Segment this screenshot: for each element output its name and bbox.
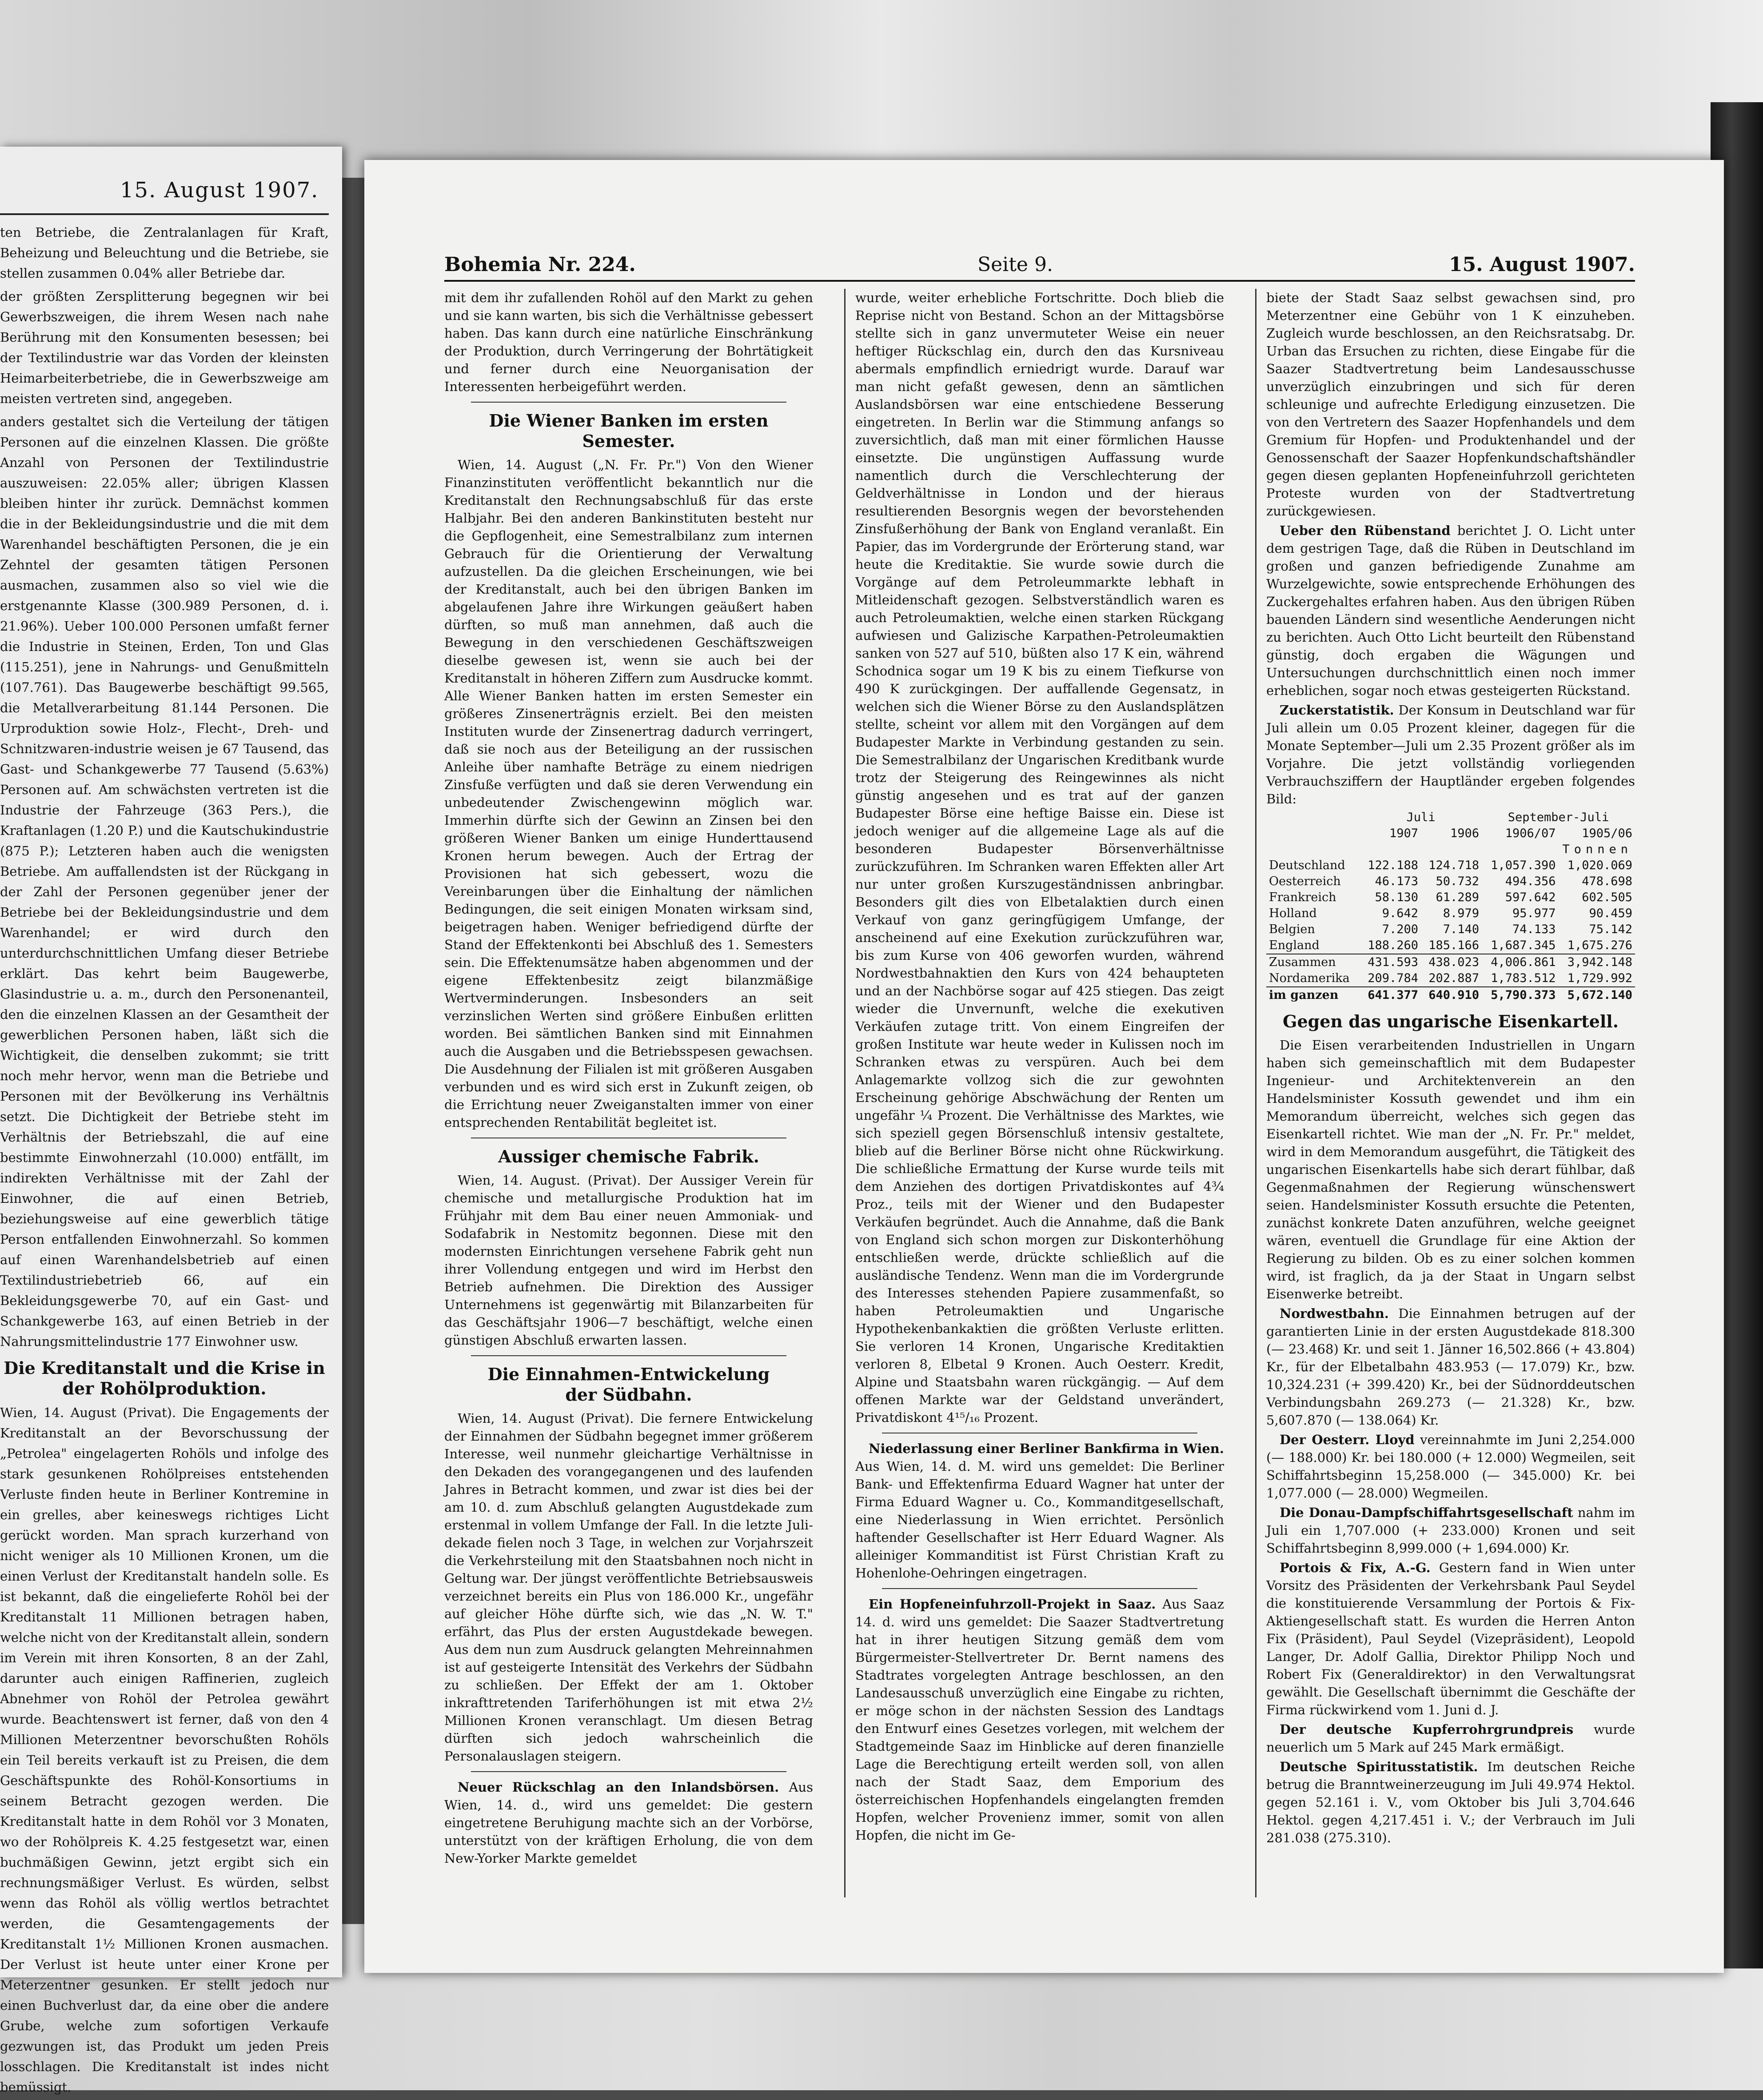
- article-lead: Zuckerstatistik.: [1280, 703, 1394, 718]
- column-separator: [1255, 289, 1256, 1897]
- article-lead: Die Donau-Dampfschiffahrtsgesellschaft: [1280, 1505, 1573, 1520]
- table-cell-country: England: [1269, 938, 1320, 952]
- article-text: Die Eisen verarbeitenden Industriellen in Ungarn haben sich gemeinschaftlich mit dem Budapester Ingenieur- und Architektenverein an den Handelsminister Kossuth gewendet und ihm ein Memorandum überreicht, welches sich gegen das Eisenkartell richtet. Wie man der „N. Fr. Pr." meldet, wird in dem Memorandum ausgeführt, die Tätigkeit des ungarischen Eisenkartells habe sich derart fühlbar, daß Gegenmaßnahmen der Regierung wünschenswert seien. Handelsminister Kossuth ersuchte die Petenten, zunächst konkrete Daten anzuführen, welche geeignet wären, eventuell die Grundlage für eine Aktion der Regierung zu bilden. Ob es zu einer solchen kommen wird, ist fraglich, da ja der Staat in Ungarn selbst Eisenwerke betreibt.: [1266, 1038, 1635, 1302]
- article-hopfen: [855, 1595, 1224, 1844]
- article-heading-wiener-banken: [444, 411, 813, 451]
- table-header-empty: [1266, 826, 1360, 842]
- table-group-header: Juli: [1406, 810, 1436, 824]
- article-text: Wien, 14. August. (Privat). Der Aussiger Verein für chemische und metallurgische Produktion hat im Frühjahr mit dem Bau einer neuen Ammoniak- und Sodafabrik in Nestomitz begonnen. Diese mit den modernsten Einrichtungen versehene Fabrik geht nun ihrer Vollendung entgegen und wird im Herbst den Betrieb aufnehmen. Die Direktion des Aussiger Unternehmens ist gegenwärtig mit Bilanzarbeiten für das Geschäftsjahr 1906—7 beschäftigt, welche einen günstigen Abschluß erwarten lassen.: [444, 1173, 813, 1348]
- article-heading-eisenkartell: Gegen das ungarische Eisenkartell.: [1283, 1011, 1619, 1031]
- left-page-header: 15. August 1907.: [120, 178, 319, 203]
- article-lloyd: [1266, 1431, 1635, 1502]
- table-row: [1266, 858, 1635, 874]
- table-cell: 494.356: [1505, 874, 1556, 888]
- table-cell: 602.505: [1582, 890, 1632, 904]
- table-cell-country: Deutschland: [1269, 858, 1345, 872]
- table-cell-country: im ganzen: [1266, 987, 1360, 1003]
- article-lead: Der Oesterr. Lloyd: [1280, 1432, 1415, 1447]
- table-cell: 1,675.276: [1567, 938, 1632, 952]
- table-column-header: 1906: [1450, 826, 1480, 840]
- table-cell: 188.260: [1368, 938, 1419, 952]
- article-nordwestbahn: [1266, 1305, 1635, 1429]
- table-cell: 95.977: [1512, 906, 1556, 920]
- table-cell-country: Belgien: [1269, 922, 1315, 936]
- article-lead: Nordwestbahn.: [1280, 1306, 1389, 1321]
- table-cell: 597.642: [1505, 890, 1556, 904]
- left-page-article: Wien, 14. August (Privat). Die Engagements der Kreditanstalt an der Bevorschussung der „Petrolea" eingelagerten Rohöls und infolge des stark gesunkenen Rohölpreises entstehenden Verluste finden heute in Berliner Kontremine in ein grelles, aber keineswegs richtiges Licht gerückt worden. Man sprach kurzerhand von nicht weniger als 10 Millionen Kronen, um die einen Verlust der Kreditanstalt handeln solle. Es ist bekannt, daß die eingelieferte Rohöl bei der Kreditanstalt 11 Millionen betragen haben, welche nicht von der Kreditanstalt allein, sondern im Verein mit ihren Konsorten, 8 an der Zahl, darunter auch einigen Raffinerien, zugleich Abnehmer von Rohöl der Petrolea gewährt wurde. Beachtenswert ist ferner, daß von den 4 Millionen Meterzentner bevorschußten Rohöls ein Teil bereits verkauft ist zu Preisen, die dem Geschäftspunkte des Rohöl-Konsortiums in seinem Betracht gezogen werden. Die Kreditanstalt hatte in dem Rohöl vor 3 Monaten, wo der Rohölpreis K. 4.25 festgesetzt war, einen buchmäßigen Gewinn, jetzt ergibt sich ein rechnungsmäßiger Verlust. Es würden, selbst wenn das Rohöl als völlig wertlos betrachtet werden, die Gesamtengagements der Kreditanstalt 1½ Millionen Kronen ausmachen. Der Verlust ist heute unter einer Krone per Meterzentner gesunken. Er stellt jedoch nur einen Buchverlust dar, da eine ober die andere Grube, welche zum sofortigen Verkaufe gezwungen ist, das Produkt um jeden Preis losschlagen. Die Kreditanstalt ist indes nicht bemüssigt.: [0, 1405, 329, 2095]
- article-kupfer: [1266, 1721, 1635, 1756]
- table-cell: 8.979: [1443, 906, 1480, 920]
- left-page-rule: [0, 213, 329, 215]
- article-text: Der Konsum in Deutschland war für Juli allein um 0.05 Prozent kleiner, dagegen für die Monate September—Juli um 2.35 Prozent größer als im Vorjahre. Die jetzt vollständig vorliegenden Verbrauchsziffern der Hauptländer ergeben folgendes Bild:: [1266, 703, 1635, 806]
- table-row: [1266, 938, 1635, 954]
- table-cell: 58.130: [1375, 890, 1419, 904]
- table-cell: 478.698: [1582, 874, 1632, 888]
- table-cell: 209.784: [1368, 971, 1419, 985]
- table-cell: 185.166: [1428, 938, 1480, 952]
- article-heading-suedbahn: [444, 1364, 813, 1405]
- article-portois: [1266, 1559, 1635, 1719]
- table-cell-country: Oesterreich: [1269, 874, 1341, 888]
- left-page-paragraph: der größten Zersplitterung begegnen wir bei Gewerbszweigen, die ihrem Wesen nach nahe Berührung mit den Konsumenten besessen; bei der Textilindustrie war das Vorden der kleinsten Heimarbeiterbetriebe, die in Gewerbszweige am meisten vertreten sind, angegeben.: [0, 289, 329, 406]
- table-cell: 3,942.148: [1559, 954, 1635, 970]
- table-cell: 640.910: [1421, 987, 1482, 1003]
- heading-line: Semester.: [582, 431, 675, 451]
- table-column-header: 1907: [1389, 826, 1419, 840]
- left-page-paragraph: anders gestaltet sich die Verteilung der tätigen Personen auf die einzelnen Klassen. Die größte Anzahl von Personen der Textilindustrie auszuweisen: 22.05% aller; übrigen Klassen bleiben hinter ihr zurück. Demnächst kommen die in der Bekleidungsindustrie und die mit dem Warenhandel beschäftigten Personen, die je ein Zehntel der gesamten tätigen Personen ausmachen, zusammen also so viel wie die erstgenannte Klasse (300.989 Personen, d. i. 21.96%). Ueber 100.000 Personen umfaßt ferner die Industrie in Steinen, Erden, Ton und Glas (115.251), jene in Nahrungs- und Genußmitteln (107.761). Das Baugewerbe beschäftigt 99.565, die Metallverarbeitung 81.144 Personen. Die Urproduktion sowie Holz-, Flecht-, Dreh- und Schnitzwaren-industrie weisen je 67 Tausend, das Gast- und Schankgewerbe 77 Tausend (5.63%) Personen auf. Am schwächsten vertreten ist die Industrie der Fahrzeuge (363 Pers.), die Kraftanlagen (1.20 P.) und die Kautschukindustrie (875 P.); Letzteren haben auch die wenigsten Betriebe. Am auffallendsten ist der Rückgang in der Zahl der Personen gegenüber jener der Betriebe bei der Bekleidungsindustrie und dem Warenhandel; er wird durch den unterdurchschnittlichen Umfang dieser Betriebe erklärt. Das kehrt beim Baugewerbe, Glasindustrie u. a. m., durch den Personenanteil, den die einzelnen Klassen an der Gesamtheit der gewerblichen Personen haben, läßt sich die Wichtigkeit, die denselben zukommt; sie tritt noch mehr hervor, wenn man die Betriebe und Personen mit der Bevölkerung ins Verhältnis setzt. Die Dichtigkeit der Betriebe steht im Verhältnis der Betriebszahl, die auf eine bestimmte Einwohnerzahl (10.000) entfällt, im indirekten Verhältnisse mit der Zahl der Einwohner, die auf einen Betrieb, beziehungsweise auf eine gewerblich tätige Person entfallenden Einwohnerzahl. So kommen auf einen Warenhandelsbetrieb auf einen Textilindustriebetrieb 66, auf ein Bekleidungsgewerbe 70, auf ein Gast- und Schankgewerbe 163, auf einen Betrieb in der Nahrungsmittelindustrie 177 Einwohner usw.: [0, 414, 329, 1349]
- table-cell: 5,672.140: [1559, 987, 1635, 1003]
- heading-line: der Südbahn.: [565, 1385, 692, 1405]
- table-row: [1266, 922, 1635, 938]
- table-cell-country: Zusammen: [1266, 954, 1360, 970]
- article-text: Wien, 14. August („N. Fr. Pr.") Von den Wiener Finanzinstituten veröffentlicht bekanntlich nur die Kreditanstalt den Rechnungsabschluß für das erste Halbjahr. Bei den anderen Bankinstituten besteht nur die Gepflogenheit, eine Semestralbilanz zum internen Gebrauch für die Orientierung der Verwaltung aufzustellen. Da die gleichen Erscheinungen, wie bei der Kreditanstalt, auch bei den übrigen Banken im abgelaufenen Jahre ihre Wirkungen geäußert haben dürften, so muß man annehmen, daß auch die Bewegung in den verschiedenen Geschäftszweigen dieselbe gewesen ist, wenn sie auch bei der Kreditanstalt in höheren Ziffern zum Ausdrucke kommt. Alle Wiener Banken hatten im ersten Semester ein größeres Zinsenerträgnis erzielt. Bei den meisten Instituten wurde der Zinsenertrag dadurch verringert, daß sie noch aus der Beteiligung an der russischen Anleihe über namhafte Beträge zu einem niedrigen Zinsfuße verfügten und daß sie deren Verwendung ein unbedeutender Zwischengewinn möglich war. Immerhin dürfte sich der Gewinn an Zinsen bei den größeren Wiener Banken um einige Hunderttausend Kronen herum bewegen. Auch der Ertrag der Provisionen hat sich gebessert, wozu die Vereinbarungen über die Einhaltung der nämlichen Bedingungen, die seit einigen Monaten wirksam sind, beigetragen haben. Weniger befriedigend dürfte der Stand der Effektenkonti bei Abschluß des 1. Semesters sein. Die Effektenumsätze haben abgenommen und der eigene Effektenbesitz zeigt bilanzmäßige Wertverminderungen. Insbesonders an seit verzinslichen Werten sind größere Einbußen erlitten worden. Bei sämtlichen Banken sind mit Einnahmen auch die Ausgaben und die Betriebsspesen gewachsen. Die Ausdehnung der Filialen ist mit größeren Ausgaben verbunden und es wird sich erst in Zukunft zeigen, ob die Errichtung neuer Zweiganstalten immer von einer entsprechenden Rentabilität begleitet ist.: [444, 457, 813, 1130]
- header-rule: [444, 280, 1635, 282]
- article-divider: [471, 1771, 786, 1772]
- table-cell: 1,057.390: [1491, 858, 1556, 872]
- page-date: 15. August 1907.: [1449, 253, 1635, 276]
- article-lead: Niederlassung einer Berliner Bankfirma in Wien.: [869, 1441, 1224, 1456]
- newspaper-page: [364, 160, 1724, 1973]
- article-lead: Portois & Fix, A.-G.: [1280, 1560, 1431, 1575]
- table-row: [1266, 970, 1635, 987]
- table-column-header: 1905/06: [1582, 826, 1632, 840]
- article-lead: Neuer Rückschlag an den Inlandsbörsen.: [458, 1780, 779, 1795]
- article-continuation: mit dem ihr zufallenden Rohöl auf den Markt zu gehen und sie kann warten, bis sich die Verhältnisse gebessert haben. Das kann durch eine natürliche Einschränkung der Produktion, durch Verringerung der Bohrtätigkeit und ferner durch eine Neuorganisation der Interessenten herbeigeführt werden.: [444, 290, 813, 394]
- table-header-empty: [1266, 810, 1360, 826]
- table-units: Tonnen: [1562, 842, 1632, 856]
- table-cell: 124.718: [1428, 858, 1480, 872]
- table-cell: 641.377: [1360, 987, 1421, 1003]
- article-donau: [1266, 1504, 1635, 1557]
- left-page-paragraph: ten Betriebe, die Zentralanlagen für Kraft, Beheizung und Beleuchtung und die Betriebe, sie stellen zusammen 0.04% aller Betriebe dar.: [0, 225, 329, 281]
- article-zuckerstatistik: [1266, 701, 1635, 808]
- sugar-statistics-table: [1266, 810, 1635, 1003]
- table-row: [1266, 890, 1635, 906]
- article-divider: [471, 1355, 786, 1356]
- left-page: [0, 147, 342, 2095]
- article-text: wurde neuerlich um 5 Mark auf 245 Mark ermäßigt.: [1266, 1722, 1635, 1755]
- article-text: vereinnahmte im Juni 2,254.000 (— 188.000) Kr. bei 180.000 (+ 12.000) Wegmeilen, seit Schiffahrtsbeginn 15,258.000 (— 345.000) Kr. bei 1,077.000 (— 28.000) Wegmeilen.: [1266, 1432, 1635, 1501]
- table-cell: 1,687.345: [1491, 938, 1556, 952]
- table-row: [1266, 906, 1635, 922]
- table-cell: 5,790.373: [1482, 987, 1558, 1003]
- newspaper-issue: Bohemia Nr. 224.: [444, 253, 636, 276]
- article-text: Gestern fand in Wien unter Vorsitz des Präsidenten der Verkehrsbank Paul Seydel die konstituierende Versammlung der Portois & Fix-Aktiengesellschaft statt. Es wurden die Herren Anton Fix (Präsident), Paul Seydel (Vizepräsident), Leopold Langer, Dr. Adolf Gallia, Direktor Philipp Noch und Robert Fix (Generaldirektor) in den Verwaltungsrat gewählt. Die Gesellschaft übernimmt die Geschäfte der Firma rückwirkend vom 1. Juni d. J.: [1266, 1560, 1635, 1717]
- article-text: Aus Saaz 14. d. wird uns gemeldet: Die Saazer Stadtvertretung hat in ihrer heutigen Sitzung gemäß dem vom Bürgermeister-Stellvertreter Dr. Bernt namens des Stadtrates vorgelegten Antrage beschlossen, an den Landesausschuß unverzüglich eine Eingabe zu richten, er möge schon in der nächsten Session des Landtags den Entwurf eines Gesetzes vorlegen, mit welchem der Stadtgemeinde Saaz im Hinblicke auf deren finanzielle Lage die Berechtigung erteilt werden soll, von allen nach der Stadt Saaz, dem Emporium des österreichischen Hopfenhandels eingelangten fremden Hopfen, welcher Provenienz immer, somit von allen Hopfen, die nicht im Ge-: [855, 1597, 1224, 1843]
- table-row-total: [1266, 987, 1635, 1003]
- table-cell: 75.142: [1589, 922, 1632, 936]
- article-continuation: biete der Stadt Saaz selbst gewachsen sind, pro Meterzentner eine Gebühr von 1 K einzuheben. Zugleich wurde beschlossen, an den Reichsratsabg. Dr. Urban das Ersuchen zu richten, diese Eingabe für die Saazer Stadtvertretung beim Landesausschusse unverzüglich einzubringen und sich für deren schleunige und aufrechte Erledigung einzusetzen. Die von den Vertretern des Saazer Hopfenhandels und dem Gremium für Hopfen- und Produktenhandel und der Genossenschaft der Saazer Hopfenkundschaftshändler gegen diesen geplanten Hopfeneinfuhrzoll gerichteten Proteste wurden von der Stadtvertretung zurückgewiesen.: [1266, 290, 1635, 519]
- article-divider: [882, 1588, 1197, 1589]
- table-row-sum: [1266, 954, 1635, 970]
- table-cell: 7.200: [1382, 922, 1419, 936]
- table-cell-country: Nordamerika: [1269, 971, 1350, 985]
- article-divider: [471, 402, 786, 403]
- table-cell: 9.642: [1382, 906, 1419, 920]
- table-cell: 74.133: [1512, 922, 1556, 936]
- table-cell: 61.289: [1436, 890, 1480, 904]
- article-text: nahm im Juli ein 1,707.000 (+ 233.000) Kronen und seit Schiffahrtsbeginn 8,999.000 (+ 1,694.000) Kr.: [1266, 1505, 1635, 1556]
- table-cell: 1,783.512: [1491, 971, 1556, 985]
- heading-line: Die Einnahmen-Entwickelung: [487, 1364, 770, 1384]
- article-text: Die Einnahmen betrugen auf der garantierten Linie in der ersten Augustdekade 818.300 (— 23.468) Kr. und seit 1. Jänner 16,502.866 (+ 43.804) Kr., für der Elbetalbahn 483.953 (— 17.079) Kr., bzw. 10,324.231 (+ 399.420) Kr., bei der Südnorddeutschen Verbindungsbahn 269.273 (— 21.328) Kr., bzw. 5,607.870 (— 138.064) Kr.: [1266, 1306, 1635, 1428]
- article-heading-aussig: Aussiger chemische Fabrik.: [498, 1146, 759, 1166]
- table-cell-country: Frankreich: [1269, 890, 1336, 904]
- article-lead: Deutsche Spiritusstatistik.: [1280, 1759, 1478, 1774]
- table-cell: 90.459: [1589, 906, 1632, 920]
- column-separator: [844, 289, 846, 1897]
- article-spiritus: [1266, 1758, 1635, 1847]
- table-column-header: 1906/07: [1505, 826, 1556, 840]
- article-text: Aus Wien, 14. d., wird uns gemeldet: Die gestern eingetretene Beruhigung machte sich an der Vorbörse, unterstützt von der kräftigen Erholung, die von dem New-Yorker Markte gemeldet: [444, 1780, 813, 1866]
- article-text: Im deutschen Reiche betrug die Branntweinerzeugung im Juli 49.974 Hektol. gegen 52.161 i. V., vom Oktober bis Juli 3,704.646 Hektol. gegen 4,217.451 i. V.; der Verbrauch im Juli 281.038 (275.310).: [1266, 1759, 1635, 1845]
- article-text: Wien, 14. August (Privat). Die fernere Entwickelung der Einnahmen der Südbahn begegnet immer größerem Interesse, weil nunmehr gleichartige Verhältnisse in den Dekaden des vorangegangenen und des laufenden Jahres in Betracht kommen, und zwar ist dies bei der am 10. d. zum Abschluß gelangten Augustdekade zum erstenmal in vollem Umfange der Fall. In die letzte Juli-dekade fielen noch 3 Tage, in welchen zur Vorjahrszeit die Verkehrsteilung mit den Staatsbahnen noch nicht in Geltung war. Der jüngst veröffentlichte Betriebsausweis verzeichnet bereits ein Plus von 186.000 Kr., ungefähr auf gleicher Höhe dürfte sich, wie das „N. W. T." erfährt, das Plus der ersten Augustdekade bewegen. Aus dem nun zum Ausdruck gelangten Mehreinnahmen ist auf gesteigerte Intensität des Verkehrs der Südbahn zu schließen. Der Effekt der am 1. Oktober inkrafttretenden Tariferhöhungen ist mit etwa 2½ Millionen Kronen veranschlagt. Um diesen Betrag dürften sich jedoch wahrscheinlich die Personalauslagen steigern.: [444, 1411, 813, 1764]
- article-lead: Der deutsche Kupferrohrgrundpreis: [1280, 1722, 1574, 1737]
- left-page-heading: Die Kreditanstalt und die Krise in der Rohölproduktion.: [4, 1358, 325, 1398]
- column-1: [444, 289, 813, 1906]
- table-cell: 46.173: [1375, 874, 1419, 888]
- table-row: [1266, 874, 1635, 890]
- article-text: Aus Wien, 14. d. M. wird uns gemeldet: Die Berliner Bank- und Effektenfirma Eduard Wagner hat unter der Firma Eduard Wagner u. Co., Kommanditgesellschaft, eine Niederlassung in Wien errichtet. Persönlich haftender Gesellschafter ist Herr Eduard Wagner. Als alleiniger Kommanditist ist Fürst Christian Kraft zu Hohenlohe-Oehringen eingetragen.: [855, 1459, 1224, 1581]
- table-cell: 122.188: [1368, 858, 1419, 872]
- table-cell: 50.732: [1436, 874, 1480, 888]
- table-cell: 431.593: [1360, 954, 1421, 970]
- article-rueckschlag: [444, 1778, 813, 1867]
- table-cell: 1,729.992: [1567, 971, 1632, 985]
- table-group-header: September-Juli: [1508, 810, 1609, 824]
- article-ruebenstand: [1266, 522, 1635, 699]
- article-berliner-bankfirma: [855, 1440, 1224, 1582]
- table-cell: 4,006.861: [1482, 954, 1558, 970]
- article-text: berichtet J. O. Licht unter dem gestrigen Tage, daß die Rüben in Deutschland im großen und ganzen befriedigende Zunahme am Wurzelgewichte, sowie entsprechende Erhöhungen des Zuckergehaltes erfahren haben. Aus den übrigen Rüben bauenden Ländern sind wesentliche Aenderungen nicht zu berichten. Auch Otto Licht beurteilt den Rübenstand günstig, doch ergaben die Wägungen und Untersuchungen durchschnittlich einen noch immer erheblichen, sogar noch etwas gesteigerten Rückstand.: [1266, 523, 1635, 698]
- column-2: [855, 289, 1224, 1906]
- table-cell: 1,020.069: [1567, 858, 1632, 872]
- table-cell-country: Holland: [1269, 906, 1317, 920]
- heading-line: Die Wiener Banken im ersten: [489, 411, 769, 431]
- left-page-text: [0, 222, 329, 2100]
- article-lead: Ein Hopfeneinfuhrzoll-Projekt in Saaz.: [869, 1597, 1156, 1612]
- column-3: [1266, 289, 1635, 1906]
- table-cell: 202.887: [1428, 971, 1480, 985]
- table-cell: 7.140: [1443, 922, 1480, 936]
- page-number: Seite 9.: [977, 253, 1053, 276]
- table-cell: 438.023: [1421, 954, 1482, 970]
- article-continuation: wurde, weiter erhebliche Fortschritte. Doch blieb die Reprise nicht von Bestand. Schon an der Mittagsbörse stellte sich in ganz unvermuteter Weise ein neuer heftiger Rückschlag ein, durch den das Kursniveau abermals empfindlich erniedrigt wurde. Darauf war man nicht gefaßt gewesen, denn an sämtlichen Auslandsbörsen war eine entschiedene Besserung eingetreten. In Berlin war die Stimmung anfangs so zuversichtlich, daß man mit einer förmlichen Hausse einsetzte. Die ungünstigen Auffassung wurde namentlich durch die Verschlechterung der Geldverhältnisse in London und der hieraus resultierenden Besorgnis wegen der bevorstehenden Zinsfußerhöhung der Bank von England veranlaßt. Ein Papier, das im Vordergrunde der Erörterung stand, war heute die Kreditaktie. Sie wurde sowie durch die Vorgänge auf dem Petroleummarkte lebhaft in Mitleidenschaft gezogen. Selbstverständlich waren es auch Petroleumaktien, welche einen starken Rückgang aufwiesen und Galizische Karpathen-Petroleumaktien sanken von 527 auf 510, büßten also 17 K ein, während Schodnica sogar um 19 K bis zu einem Tiefkurse von 490 K zurückgingen. Der auffallende Gegensatz, in welchen sich die Wiener Börse zu den Auslandsplätzen stellte, scheint vor allem mit den Vorgängen auf dem Budapester Markte in Verbindung gestanden zu sein. Die Semestralbilanz der Ungarischen Kreditbank wurde trotz der Steigerung des Reingewinnes als nicht günstig angesehen und es trat auf der ganzen Budapester Börse eine heftige Baisse ein. Diese ist jedoch weniger auf die allgemeine Lage als auf die besonderen Budapester Börsenverhältnisse zurückzuführen. Im Schranken waren Effekten aller Art nur unter großen Kurszugeständnissen anbringbar. Besonders gilt dies von Elbetalaktien durch einen Verkauf von ganz geringfügigem Umfange, der anscheinend auf eine Exekution zurückzuführen war, bis zum Kurse von 406 geworfen wurden, während Nordwestbahnaktien den Kurs von 424 behaupteten und an der Nachbörse sogar auf 425 stiegen. Das zeigt wieder die Unvernunft, welche die exekutiven Verkäufen zutage tritt. Von einem Eingreifen der großen Institute war heute weder in Kulissen noch im Schranken etwas zu verspüren. Auch bei dem Anlagemarkte vollzog sich die zur gewohnten Erscheinung gehörige Abschwächung der Renten um ungefähr ¼ Prozent. Die Verhältnisse des Marktes, wie sich speziell gegen Börsenschluß intensiv gestaltete, blieb auf die Berliner Börse nicht ohne Rückwirkung. Die schließliche Ermattung der Kurse wurde teils mit dem Anziehen des dortigen Privatdiskontes auf 4¾ Proz., teils mit der Wiener und den Budapester Verkäufen begründet. Auch die Annahme, daß die Bank von England sich schon morgen zur Diskonterhöhung entschließen werde, drückte schließlich auf die ausländische Tendenz. Wenn man die im Vordergrunde des Interesses stehenden Papiere zusammenfaßt, so haben Petroleumaktien und Ungarische Hypothekenbankaktien die größten Verluste erlitten. Sie verloren 14 Kronen, Ungarische Kreditaktien verloren 8, Elbetal 9 Kronen. Auch Oesterr. Kredit, Alpine und Staatsbahn waren rückgängig. — Auf dem offenen Markte war der Geldstand unverändert, Privatdiskont 4¹⁵/₁₆ Prozent.: [855, 290, 1224, 1425]
- article-lead: Ueber den Rübenstand: [1280, 523, 1451, 538]
